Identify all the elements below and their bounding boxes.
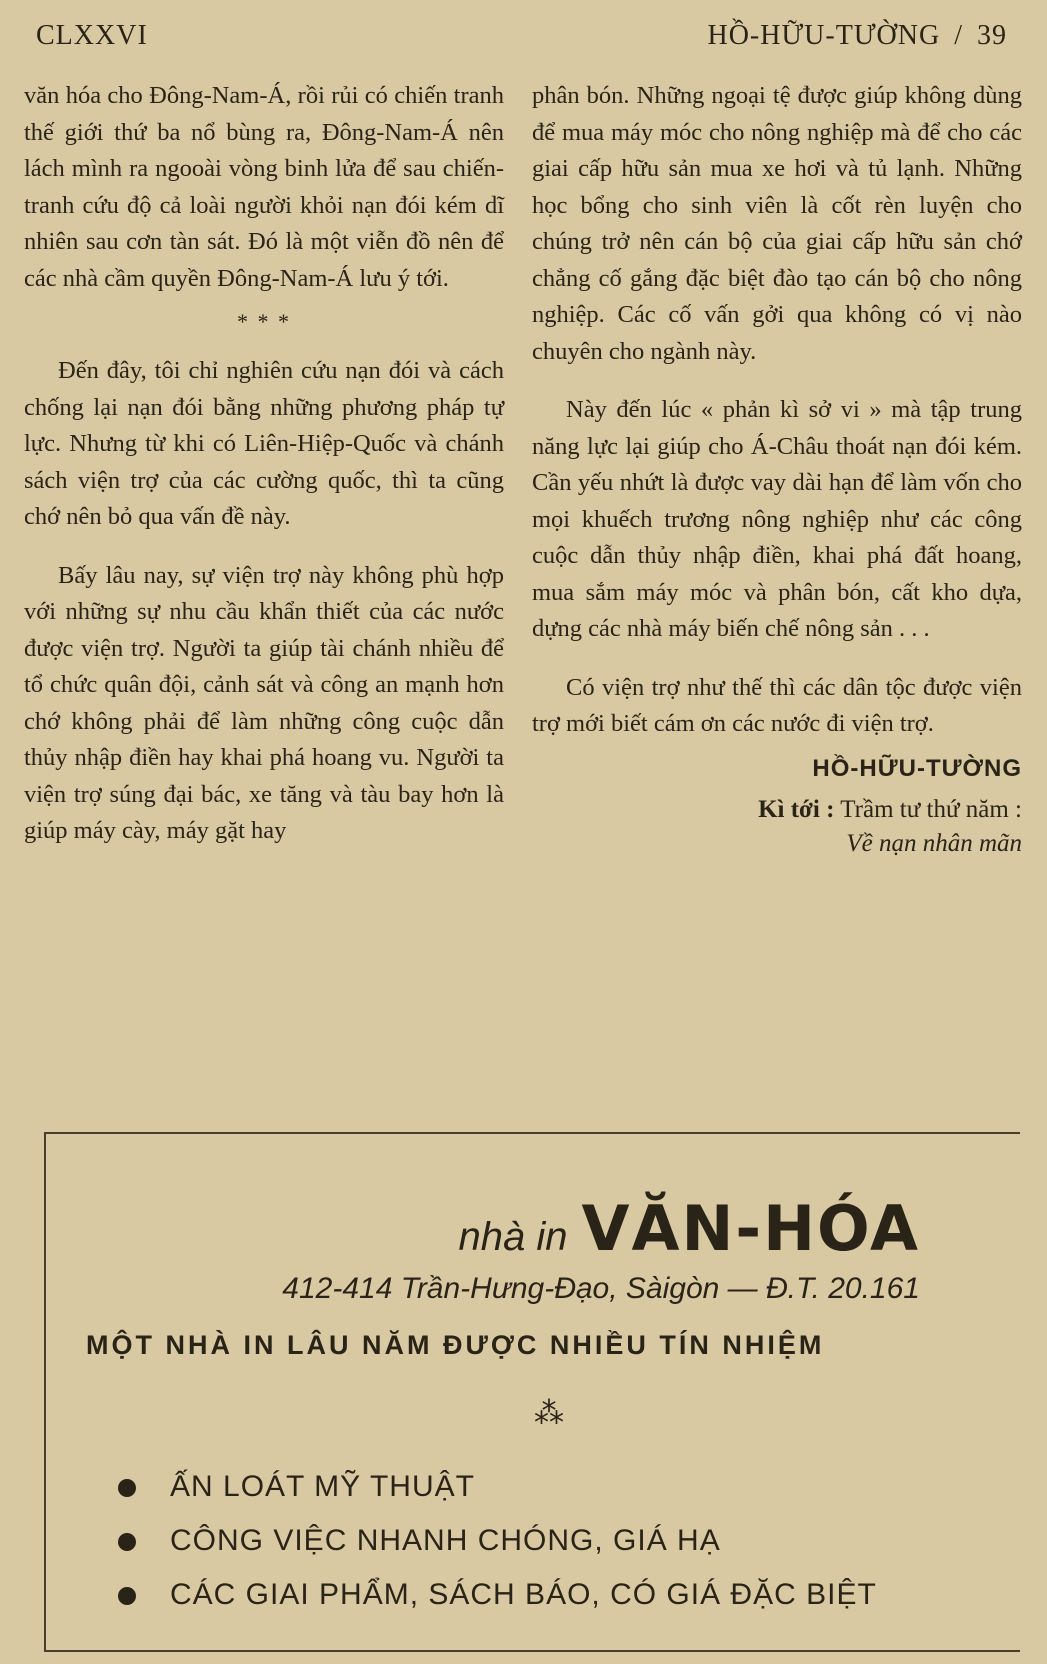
printing-house-advertisement bbox=[44, 1132, 1020, 1652]
author-signature: HỒ-HỮU-TƯỜNG bbox=[812, 754, 1022, 782]
right-column bbox=[532, 78, 1022, 861]
section-break-stars: * * * bbox=[237, 309, 291, 334]
header-separator: / bbox=[954, 20, 963, 51]
paragraph: Bấy lâu nay, sự viện trợ này không phù hợp với những sự nhu cầu khẩn thiết của các nước được viện trợ. Người ta giúp tài chánh nhiều để tổ chức quân đội, cảnh sát và công an mạnh hơn chớ không phải để làm những công cuộc dẫn thủy nhập điền hay khai phá hoang vu. Người ta viện trợ súng đại bác, xe tăng và tàu bay hơn là giúp máy cày, máy gặt hay bbox=[24, 561, 504, 844]
list-item bbox=[118, 1460, 877, 1514]
ad-address: 412-414 Trần-Hưng-Đạo, Sàigòn — Đ.T. 20.161 bbox=[282, 1272, 920, 1305]
ad-prefix: nhà in bbox=[458, 1215, 568, 1259]
paragraph: văn hóa cho Đông-Nam-Á, rồi rủi có chiến tranh thế giới thứ ba nổ bùng ra, Đông-Nam-Á nên lách mình ra ngooài vòng binh lửa để sau chiến-tranh cứu độ cả loài người khỏi nạn đói kém dĩ nhiên sau cơn tàn sát. Đó là một viễn đồ nên để các nhà cầm quyền Đông-Nam-Á lưu ý tới. bbox=[24, 82, 504, 292]
ad-service-list bbox=[118, 1460, 877, 1622]
paragraph: Có viện trợ như thế thì các dân tộc được viện trợ mới biết cám ơn các nước đi viện trợ. bbox=[532, 673, 1022, 737]
list-item-label: CÔNG VIỆC NHANH CHÓNG, GIÁ HẠ bbox=[170, 1524, 721, 1557]
article-body bbox=[24, 78, 1024, 1118]
page-header bbox=[36, 14, 1007, 64]
author-name: HỒ-HỮU-TƯỜNG bbox=[707, 20, 941, 51]
left-column bbox=[24, 78, 504, 850]
bullet-icon bbox=[118, 1479, 136, 1497]
list-item-label: CÁC GIAI PHẨM, SÁCH BÁO, CÓ GIÁ ĐẶC BIỆT bbox=[170, 1578, 877, 1611]
ornament-icon: ⁂ bbox=[534, 1397, 564, 1430]
bullet-icon bbox=[118, 1587, 136, 1605]
section-number: CLXXVI bbox=[36, 20, 148, 51]
next-issue-label: Kì tới : bbox=[758, 796, 835, 823]
next-issue-title: Trầm tư thứ năm : bbox=[840, 796, 1022, 823]
ad-company-name bbox=[459, 1192, 921, 1265]
ad-brand: VĂN-HÓA bbox=[581, 1192, 920, 1265]
page-number: 39 bbox=[977, 20, 1007, 51]
ad-slogan: MỘT NHÀ IN LÂU NĂM ĐƯỢC NHIỀU TÍN NHIỆM bbox=[86, 1330, 825, 1360]
paragraph: Đến đây, tôi chỉ nghiên cứu nạn đói và cách chống lại nạn đói bằng những phương pháp tự lực. Nhưng từ khi có Liên-Hiệp-Quốc và chánh sách viện trợ của các cường quốc, thì ta cũng chớ nên bỏ qua vấn đề này. bbox=[24, 357, 504, 530]
list-item bbox=[118, 1514, 877, 1568]
list-item-label: ẤN LOÁT MỸ THUẬT bbox=[170, 1470, 475, 1503]
list-item bbox=[118, 1568, 877, 1622]
running-head bbox=[707, 20, 1007, 52]
paragraph: phân bón. Những ngoại tệ được giúp không dùng để mua máy móc cho nông nghiệp mà để cho các giai cấp hữu sản mua xe hơi và tủ lạnh. Những học bổng cho sinh viên là cốt rèn luyện cho chúng trở nên cán bộ của giai cấp hữu sản chớ chẳng cố gắng đặc biệt đào tạo cán bộ cho nông nghiệp. Các cố vấn gởi qua không có vị nào chuyên cho ngành này. bbox=[532, 82, 1022, 365]
bullet-icon bbox=[118, 1533, 136, 1551]
next-issue-subtitle: Về nạn nhân mãn bbox=[846, 830, 1022, 857]
paragraph: Này đến lúc « phản kì sở vi » mà tập trung năng lực lại giúp cho Á-Châu thoát nạn đói kém. Cần yếu nhứt là được vay dài hạn để làm vốn cho mọi khuếch trương nông nghiệp như các công cuộc dẫn thủy nhập điền, khai phá đất hoang, mua sắm máy móc và phân bón, cất kho dựa, dựng các nhà máy biến chế nông sản . . . bbox=[532, 396, 1022, 642]
next-issue-line bbox=[532, 793, 1022, 827]
next-issue-note bbox=[532, 793, 1022, 861]
